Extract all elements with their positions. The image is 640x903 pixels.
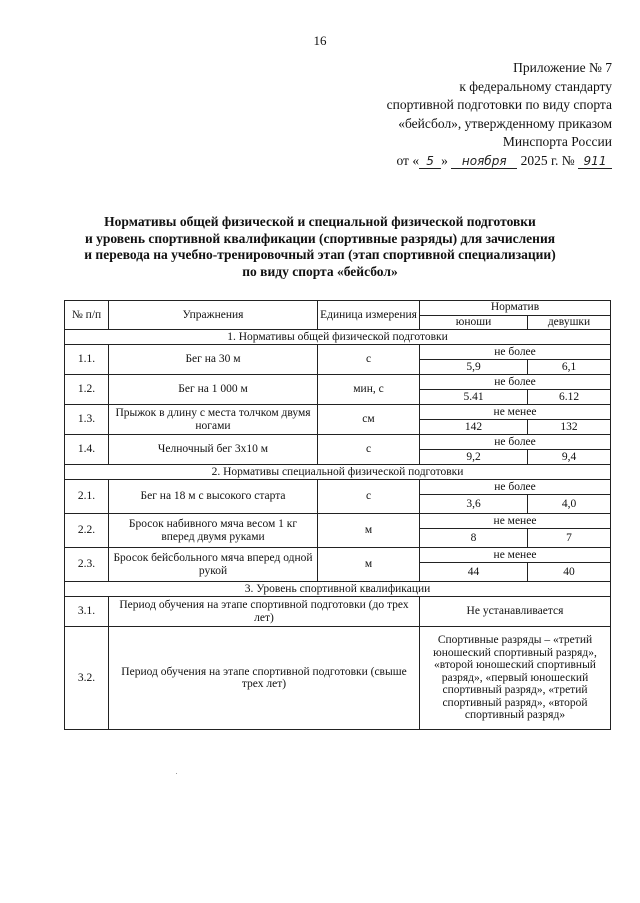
header-exercise: Упражнения [109, 301, 318, 330]
section-title: 1. Нормативы общей физической подготовки [65, 330, 611, 345]
order-mid: » [441, 152, 448, 168]
header-unit: Единица измерения [318, 301, 420, 330]
row-unit: с [318, 345, 420, 375]
section-row [65, 582, 611, 597]
row-boys: 5.41 [420, 390, 528, 405]
title-line: Нормативы общей физической и специальной физической подготовки [104, 214, 536, 229]
order-month: ноября [451, 154, 517, 169]
order-date-line [282, 152, 612, 171]
row-boys: 3,6 [420, 495, 528, 514]
title-line: по виду спорта «бейсбол» [242, 263, 398, 279]
header-norm: Норматив [420, 301, 611, 316]
appendix-line: к федеральному стандарту [459, 78, 612, 94]
page-number: 16 [313, 33, 327, 48]
row-girls: 6,1 [528, 360, 611, 375]
header-row [65, 301, 611, 316]
row-condition: не более [420, 345, 611, 360]
table-row [65, 405, 611, 420]
row-boys: 9,2 [420, 450, 528, 465]
row-unit: см [318, 405, 420, 435]
row-num: 1.2. [65, 375, 109, 405]
row-girls: 7 [528, 529, 611, 548]
qualification-period: Период обучения на этапе спортивной подготовки (свыше трех лет) [109, 627, 420, 730]
row-unit: м [318, 548, 420, 582]
row-num: 3.2. [65, 627, 109, 730]
appendix-header [282, 59, 612, 171]
qualification-row [65, 627, 611, 730]
title-line: и перевода на учебно-тренировочный этап (этап спортивной специализации) [84, 247, 556, 262]
appendix-title: Приложение № 7 [513, 60, 612, 75]
row-condition: не более [420, 435, 611, 450]
appendix-line: Минспорта России [502, 134, 612, 150]
section-row [65, 330, 611, 345]
row-girls: 40 [528, 563, 611, 582]
section-row [65, 465, 611, 480]
qualification-value: Не устанавливается [420, 597, 611, 627]
row-unit: с [318, 435, 420, 465]
row-condition: не более [420, 375, 611, 390]
section-title: 3. Уровень спортивной квалификации [65, 582, 611, 597]
row-condition: не менее [420, 548, 611, 563]
row-exercise: Бросок бейсбольного мяча вперед одной рукой [109, 548, 318, 582]
row-girls: 6.12 [528, 390, 611, 405]
row-exercise: Прыжок в длину с места толчком двумя ногами [109, 405, 318, 435]
row-num: 1.3. [65, 405, 109, 435]
row-boys: 8 [420, 529, 528, 548]
qualification-value: Спортивные разряды – «третий юношеский спортивный разряд», «второй юношеский спортивный разряд», «первый юношеский спортивный разряд», «третий спортивный разряд», «второй спортивный разряд» [420, 627, 611, 730]
norms-table [64, 300, 611, 730]
qualification-row [65, 597, 611, 627]
row-num: 2.1. [65, 480, 109, 514]
row-boys: 5,9 [420, 360, 528, 375]
row-boys: 44 [420, 563, 528, 582]
qualification-period: Период обучения на этапе спортивной подготовки (до трех лет) [109, 597, 420, 627]
row-boys: 142 [420, 420, 528, 435]
row-exercise: Бросок набивного мяча весом 1 кг вперед двумя руками [109, 514, 318, 548]
row-exercise: Челночный бег 3х10 м [109, 435, 318, 465]
row-girls: 9,4 [528, 450, 611, 465]
title-line: и уровень спортивной квалификации (спортивные разряды) для зачисления [84, 230, 556, 246]
row-num: 2.2. [65, 514, 109, 548]
row-num: 2.3. [65, 548, 109, 582]
order-prefix: от « [396, 152, 420, 168]
table-row [65, 514, 611, 529]
row-unit: мин, с [318, 375, 420, 405]
row-unit: с [318, 480, 420, 514]
row-condition: не менее [420, 514, 611, 529]
table-row [65, 480, 611, 495]
header-boys: юноши [420, 315, 528, 330]
row-condition: не менее [420, 405, 611, 420]
table-row [65, 435, 611, 450]
appendix-line: спортивной подготовки по виду спорта [386, 97, 612, 113]
row-num: 1.1. [65, 345, 109, 375]
row-unit: м [318, 514, 420, 548]
order-day: 5 [419, 154, 441, 169]
row-girls: 132 [528, 420, 611, 435]
row-num: 1.4. [65, 435, 109, 465]
header-num: № п/п [65, 301, 109, 330]
row-num: 3.1. [65, 597, 109, 627]
order-number: 911 [578, 154, 612, 169]
row-girls: 4,0 [528, 495, 611, 514]
header-girls: девушки [528, 315, 611, 330]
row-exercise: Бег на 1 000 м [109, 375, 318, 405]
appendix-line: «бейсбол», утвержденному приказом [398, 115, 612, 131]
row-condition: не более [420, 480, 611, 495]
table-row [65, 548, 611, 563]
order-year: 2025 г. № [520, 152, 575, 168]
scan-speck [176, 773, 177, 774]
row-exercise: Бег на 18 м с высокого старта [109, 480, 318, 514]
table-row [65, 345, 611, 360]
section-title: 2. Нормативы специальной физической подготовки [65, 465, 611, 480]
row-exercise: Бег на 30 м [109, 345, 318, 375]
document-title [0, 214, 640, 280]
table-row [65, 375, 611, 390]
